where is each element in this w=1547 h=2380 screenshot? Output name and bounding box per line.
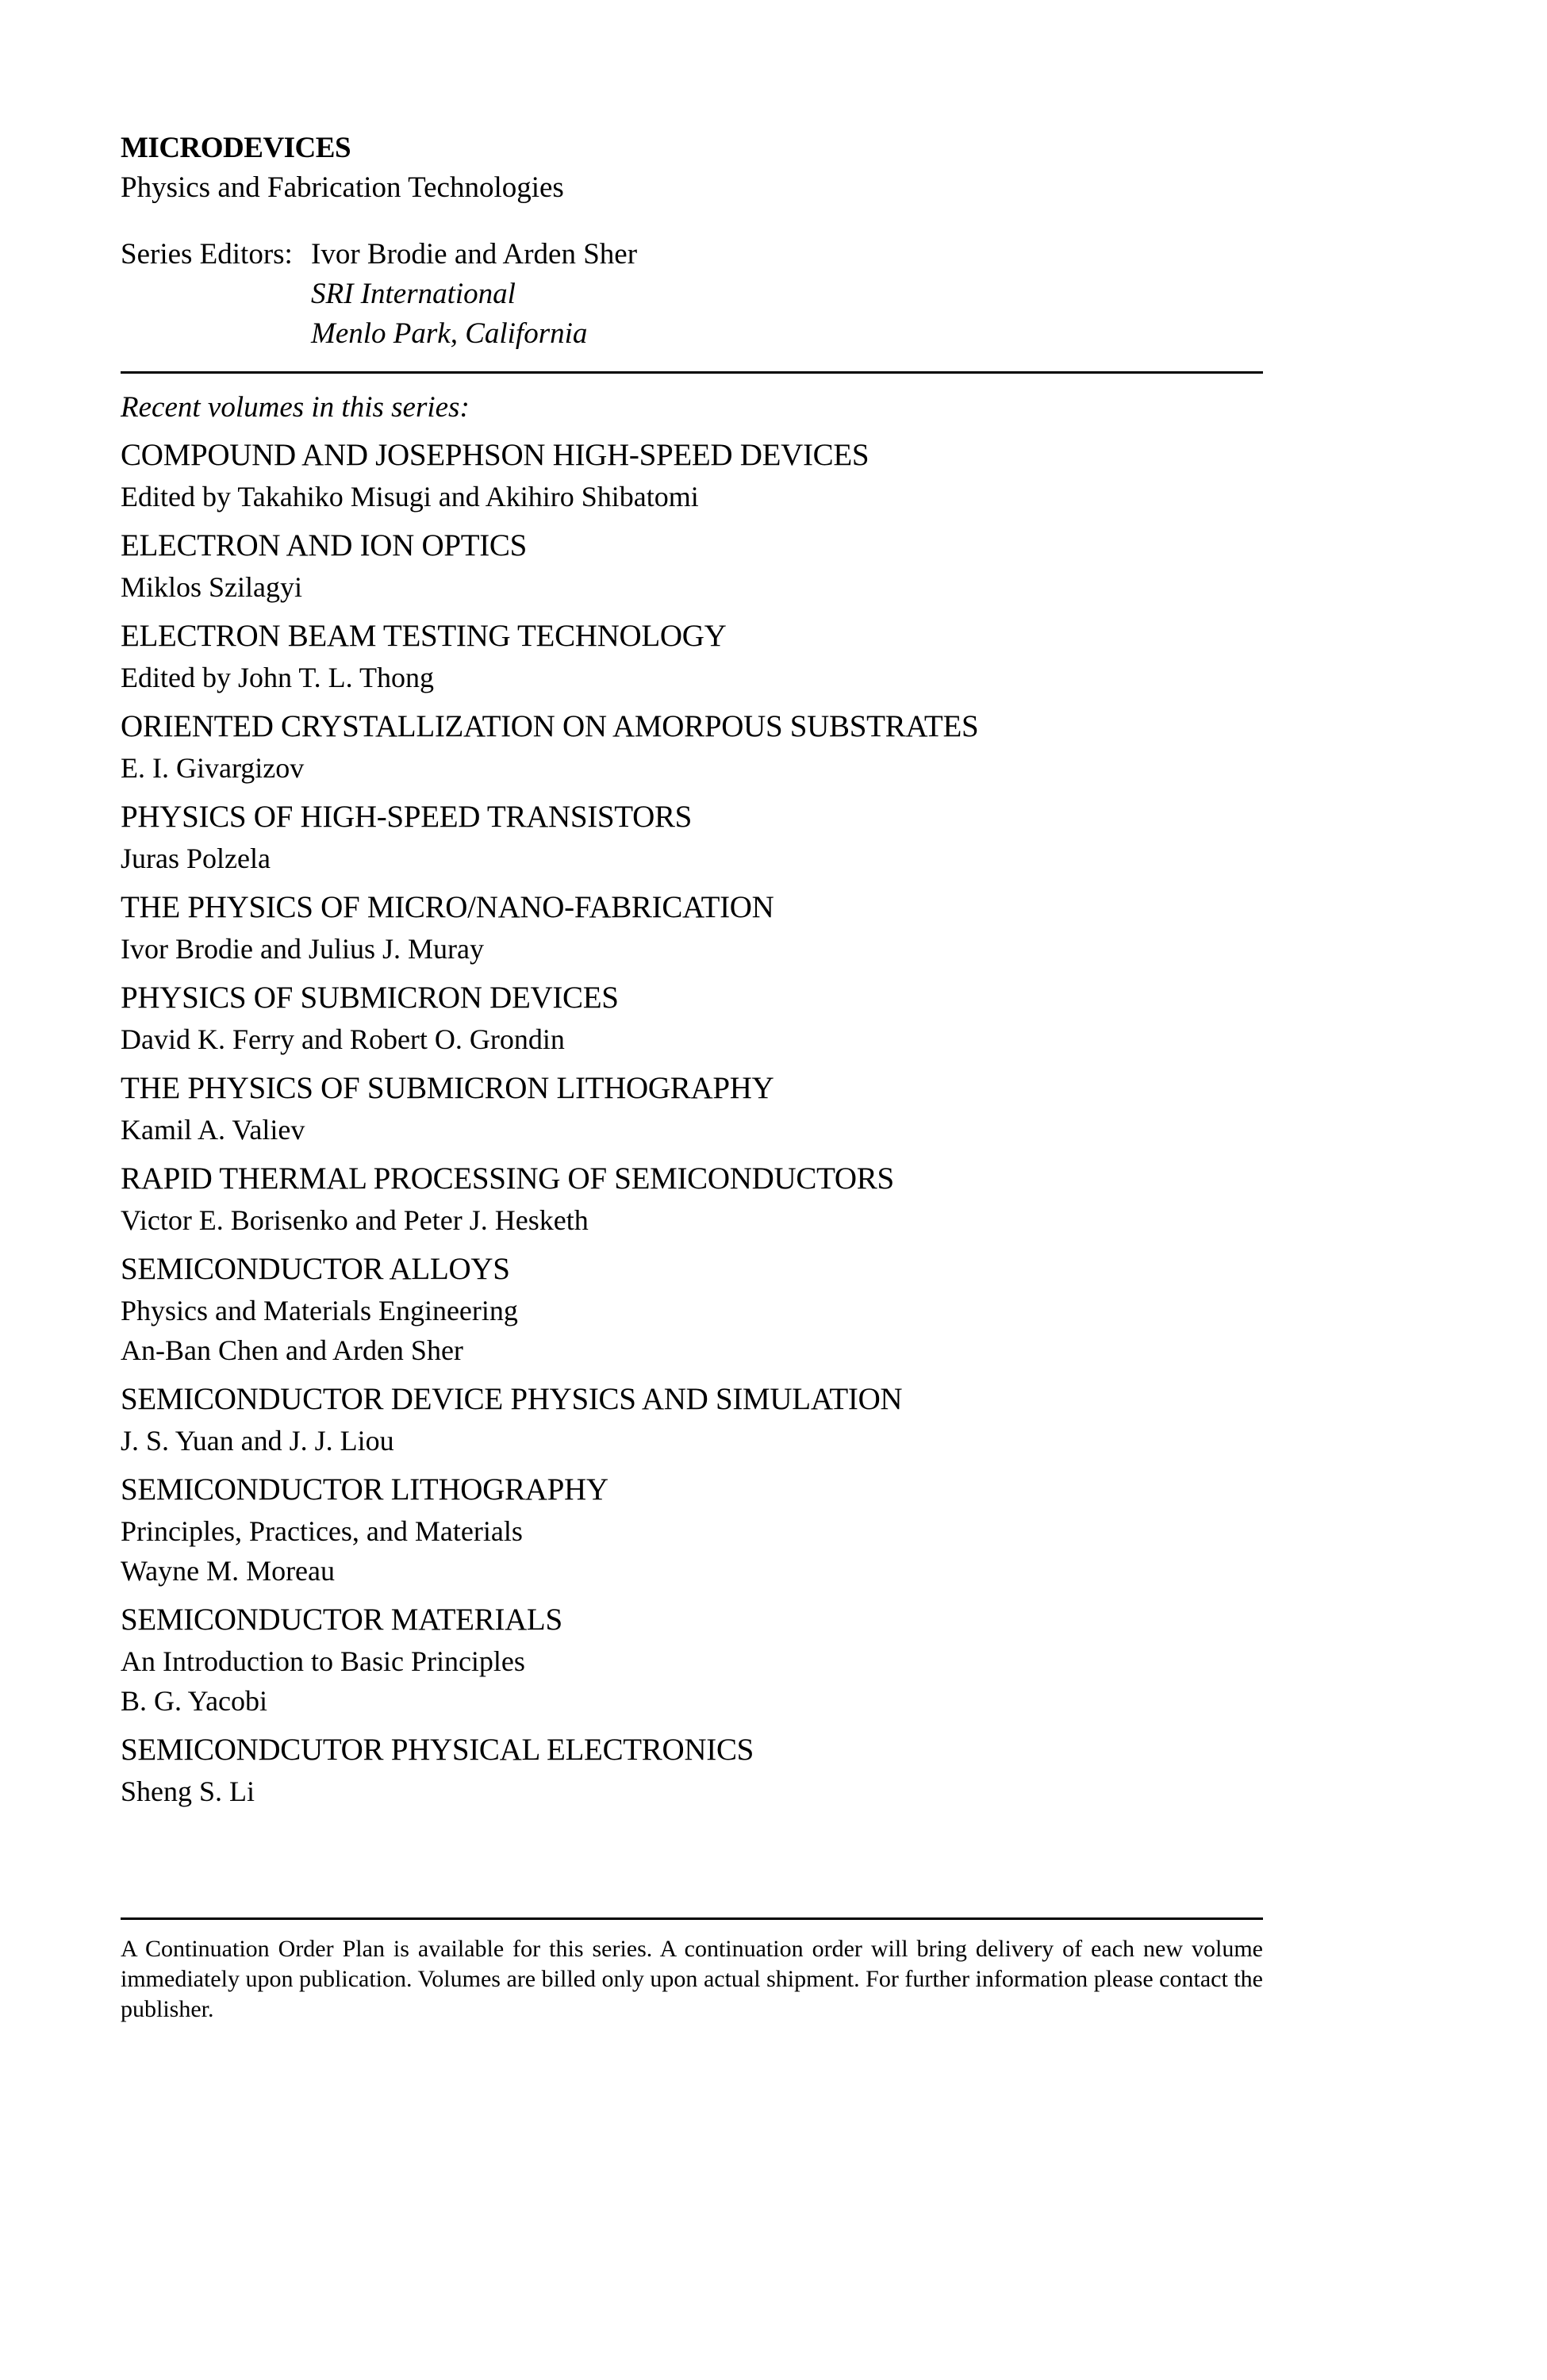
- volume-detail: Miklos Szilagyi: [121, 571, 303, 603]
- series-subtitle: Physics and Fabrication Technologies: [121, 171, 564, 204]
- volume-detail: E. I. Givargizov: [121, 752, 305, 784]
- volume-list: [121, 434, 1263, 1811]
- volume-entry: [121, 1378, 1263, 1461]
- volume-title: SEMICONDUCTOR LITHOGRAPHY: [121, 1472, 608, 1507]
- volume-detail: An-Ban Chen and Arden Sher: [121, 1334, 463, 1366]
- editors-names: Ivor Brodie and Arden Sher: [311, 238, 638, 271]
- volume-detail: Physics and Materials Engineering: [121, 1295, 518, 1326]
- volume-detail: Kamil A. Valiev: [121, 1114, 305, 1146]
- volume-entry: [121, 977, 1263, 1059]
- volume-entry: [121, 434, 1263, 516]
- volume-entry: [121, 1468, 1263, 1591]
- volume-title: PHYSICS OF HIGH-SPEED TRANSISTORS: [121, 800, 693, 834]
- recent-volumes-label: Recent volumes in this series:: [121, 391, 470, 424]
- continuation-order-note: A Continuation Order Plan is available for this series. A continuation order will bring delivery of each new volume immediately upon publication. Volumes are billed only upon actual shipment. For further information please contact the publisher.: [121, 1936, 1263, 2022]
- volume-detail: David K. Ferry and Robert O. Grondin: [121, 1023, 565, 1055]
- volume-title: SEMICONDUCTOR DEVICE PHYSICS AND SIMULATION: [121, 1382, 903, 1416]
- volume-title: ORIENTED CRYSTALLIZATION ON AMORPOUS SUBSTRATES: [121, 709, 979, 743]
- volume-detail: J. S. Yuan and J. J. Liou: [121, 1425, 394, 1457]
- volume-detail: Edited by John T. L. Thong: [121, 662, 434, 693]
- volume-entry: [121, 1729, 1263, 1811]
- editors-affiliation: SRI International: [311, 278, 516, 310]
- volume-detail: Sheng S. Li: [121, 1775, 255, 1807]
- volume-title: RAPID THERMAL PROCESSING OF SEMICONDUCTORS: [121, 1161, 894, 1196]
- volume-entry: [121, 1067, 1263, 1150]
- volume-entry: [121, 1157, 1263, 1240]
- volume-detail: An Introduction to Basic Principles: [121, 1645, 525, 1677]
- editors-spacer: [121, 314, 311, 354]
- volume-detail: B. G. Yacobi: [121, 1685, 268, 1717]
- series-page: [121, 129, 1263, 1819]
- volume-entry: [121, 705, 1263, 788]
- volume-title: SEMICONDUCTOR ALLOYS: [121, 1252, 510, 1286]
- volume-detail: Victor E. Borisenko and Peter J. Hesketh: [121, 1204, 589, 1236]
- volume-detail: Edited by Takahiko Misugi and Akihiro Shibatomi: [121, 481, 699, 512]
- volume-detail: Principles, Practices, and Materials: [121, 1515, 523, 1547]
- volume-title: SEMICONDUCTOR MATERIALS: [121, 1603, 562, 1637]
- series-title: MICRODEVICES: [121, 132, 351, 164]
- volume-detail: Ivor Brodie and Julius J. Muray: [121, 933, 484, 965]
- volume-detail: Juras Polzela: [121, 843, 271, 874]
- editors-spacer: [121, 274, 311, 314]
- header-divider: [121, 371, 1263, 374]
- volume-entry: [121, 615, 1263, 697]
- location-row: [121, 314, 1263, 354]
- volume-title: THE PHYSICS OF MICRO/NANO-FABRICATION: [121, 890, 774, 924]
- volume-title: THE PHYSICS OF SUBMICRON LITHOGRAPHY: [121, 1071, 774, 1105]
- editors-row: [121, 235, 1263, 274]
- footer-divider: [121, 1917, 1263, 1920]
- series-editors: [121, 235, 1263, 354]
- volume-entry: [121, 796, 1263, 878]
- volume-entry: [121, 886, 1263, 969]
- volume-title: ELECTRON AND ION OPTICS: [121, 528, 528, 562]
- volume-entry: [121, 1599, 1263, 1721]
- volume-title: SEMICONDCUTOR PHYSICAL ELECTRONICS: [121, 1733, 754, 1767]
- volume-title: COMPOUND AND JOSEPHSON HIGH-SPEED DEVICES: [121, 438, 869, 472]
- footer: [121, 1917, 1263, 2025]
- editors-label: Series Editors:: [121, 238, 293, 271]
- affiliation-row: [121, 274, 1263, 314]
- volume-title: ELECTRON BEAM TESTING TECHNOLOGY: [121, 619, 727, 653]
- editors-location: Menlo Park, California: [311, 317, 588, 350]
- volume-entry: [121, 524, 1263, 607]
- volume-title: PHYSICS OF SUBMICRON DEVICES: [121, 981, 619, 1015]
- volume-entry: [121, 1248, 1263, 1370]
- volume-detail: Wayne M. Moreau: [121, 1555, 336, 1587]
